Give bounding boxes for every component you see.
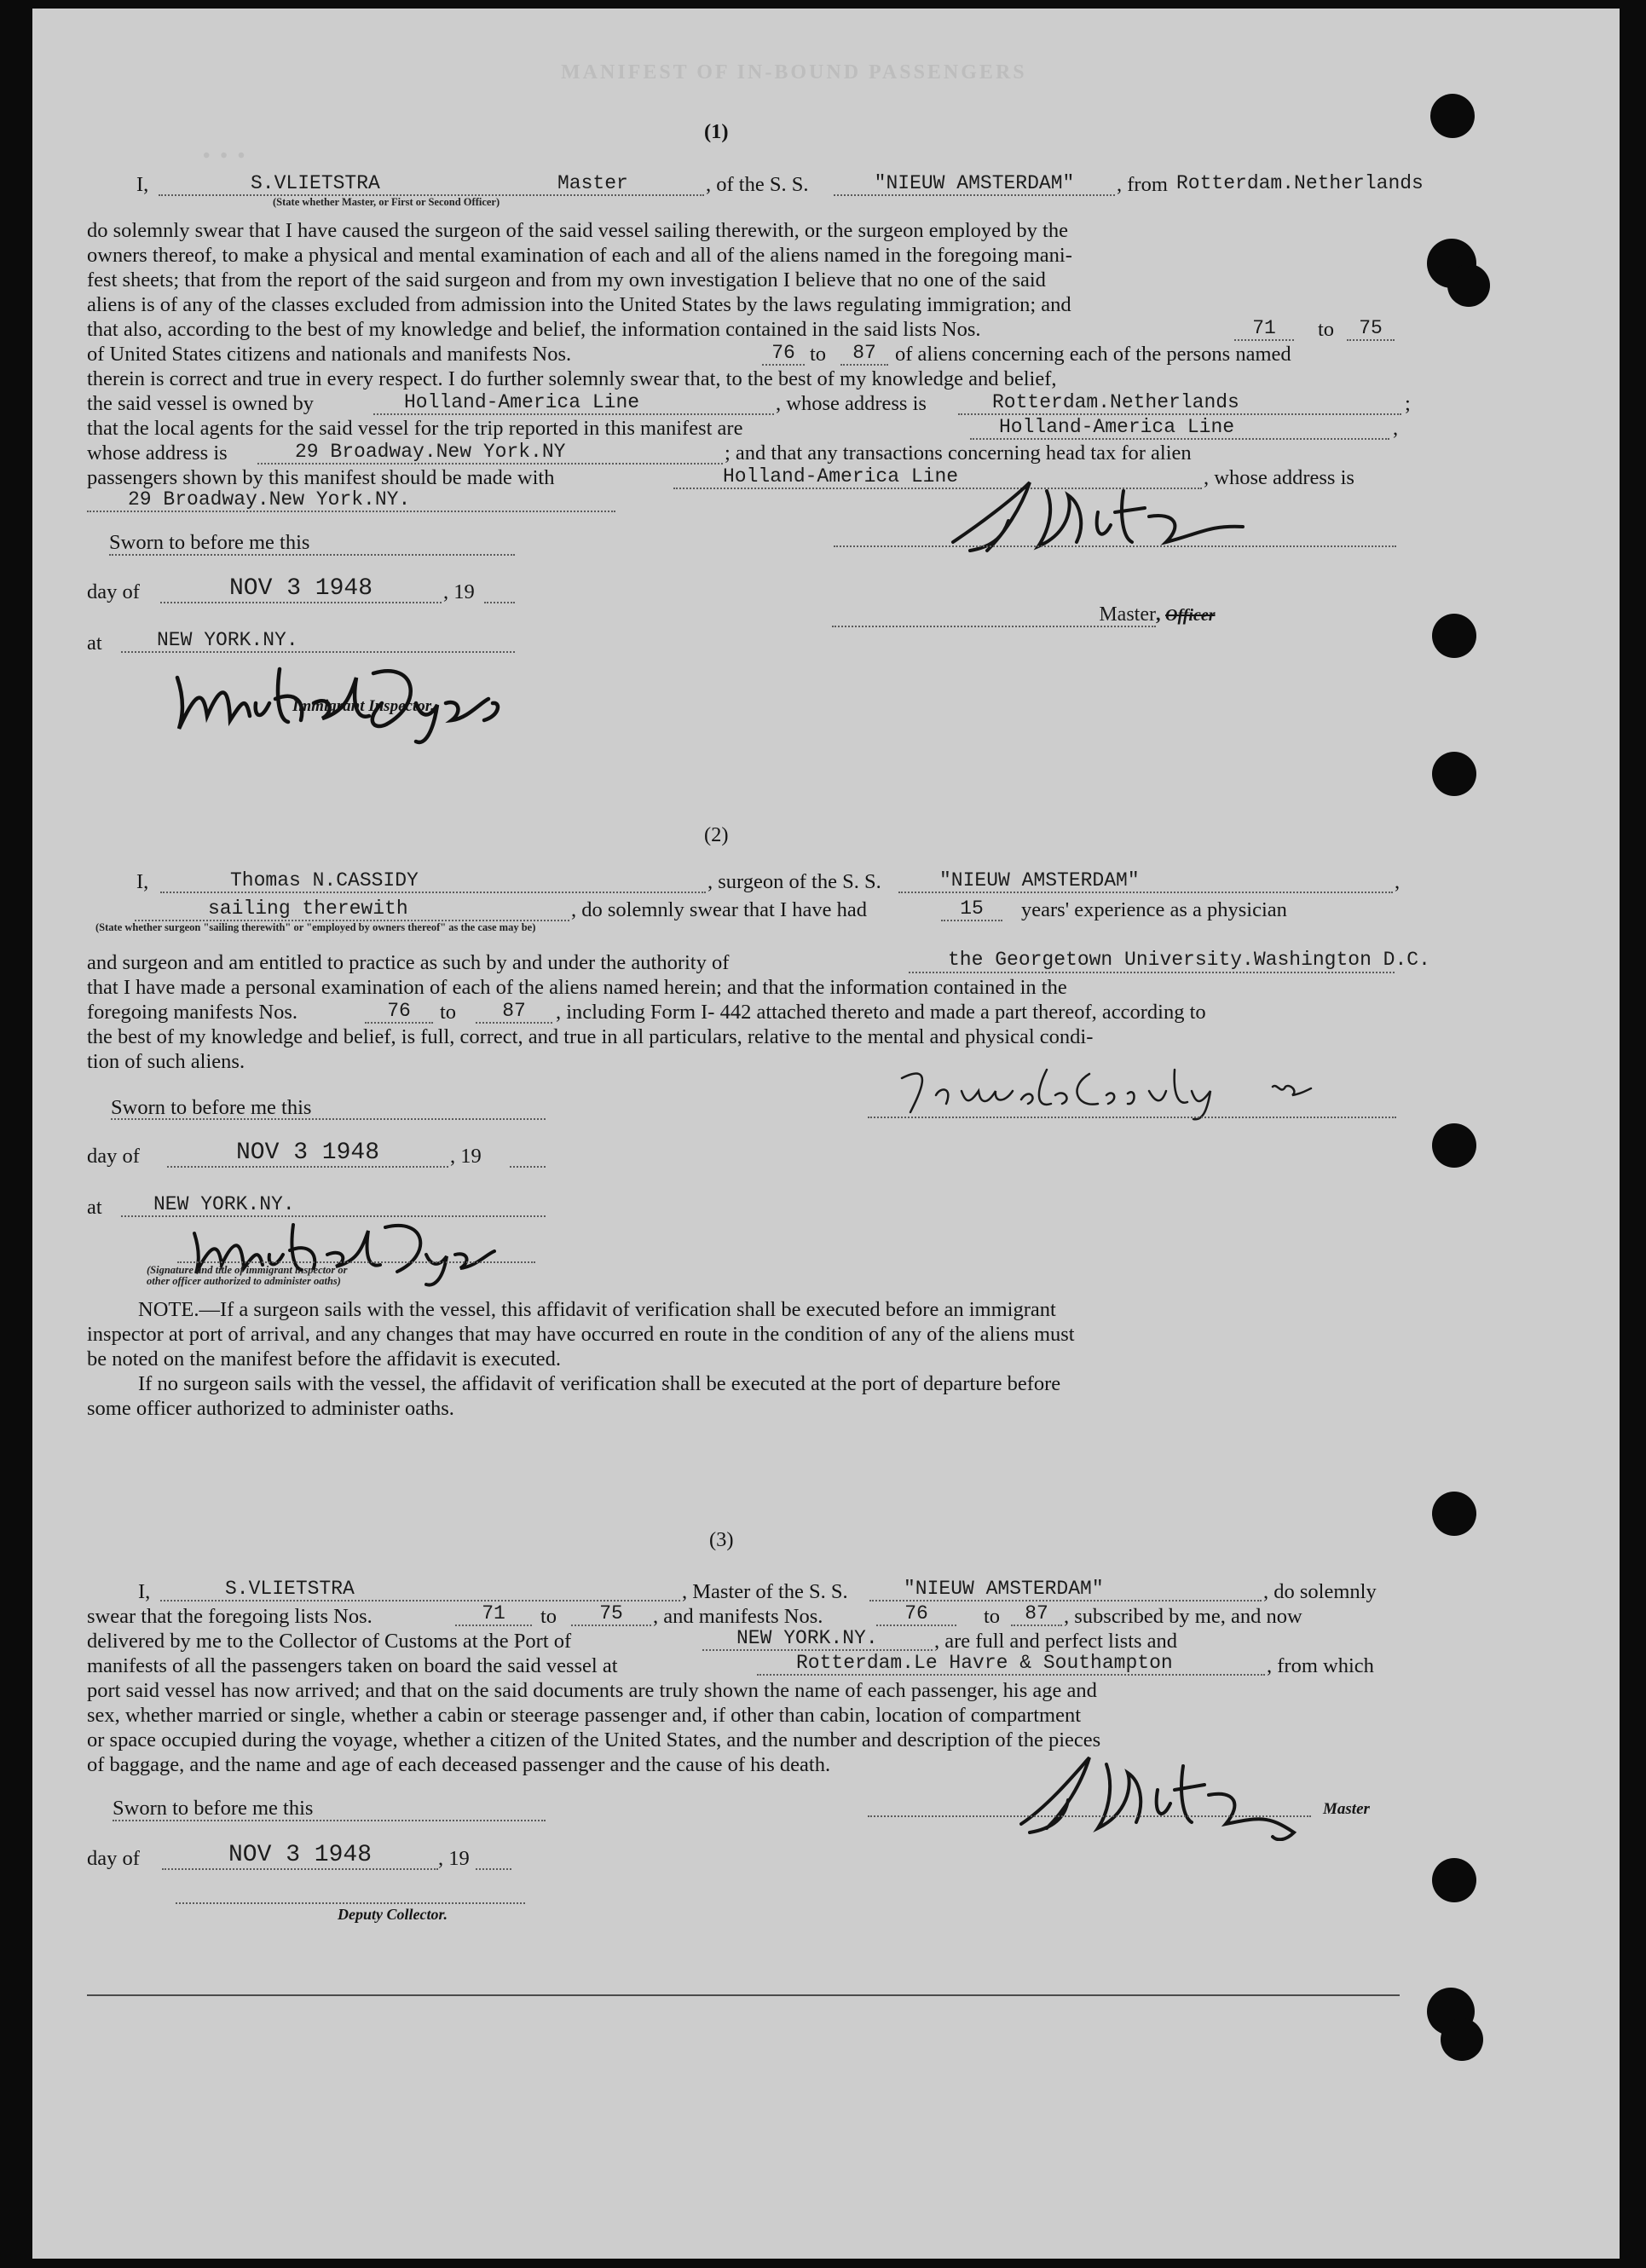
- body-line: , do solemnly: [1263, 1580, 1377, 1603]
- body-line: ; and that any transactions concerning head tax for alien: [725, 441, 1192, 465]
- body-line: or space occupied during the voyage, whether a citizen of the United States, and the number and description of the pieces: [87, 1728, 1101, 1751]
- place-field-2: NEW YORK.NY.: [121, 1193, 546, 1217]
- headtax-with-field: Holland-America Line: [673, 465, 1202, 489]
- text-of-ss: , of the S. S.: [706, 173, 809, 196]
- punch-hole: [1430, 94, 1475, 138]
- manifests-to-field: 87: [840, 342, 888, 366]
- headtax-address-field: 29 Broadway.New York.NY.: [87, 488, 615, 512]
- body-line: delivered by me to the Collector of Customs at the Port of: [87, 1630, 572, 1653]
- sworn-text-3: Sworn to before me this: [113, 1797, 314, 1820]
- sworn-text-2: Sworn to before me this: [111, 1096, 312, 1119]
- text-i: I,: [138, 1580, 151, 1603]
- manifests-from-field-2: 76: [365, 1000, 433, 1024]
- year-label-1: , 19: [443, 580, 475, 603]
- body-line: aliens is of any of the classes excluded from admission into the United States by the laws regulating immigration; and: [87, 293, 1071, 316]
- master-signature-line-3: [868, 1815, 1311, 1817]
- at-label-1: at: [87, 632, 102, 655]
- body-line: , from which: [1267, 1654, 1374, 1677]
- lists-to-field: 75: [1347, 317, 1395, 341]
- body-line: years' experience as a physician: [1021, 898, 1287, 921]
- body-line: tion of such aliens.: [87, 1050, 245, 1073]
- body-line: do solemnly swear that I have caused the surgeon of the said vessel sailing therewith, or the surgeon employed by the: [87, 219, 1068, 242]
- surgeon-status-caption: (State whether surgeon "sailing therewith" or "employed by owners thereof" as the case may be): [95, 921, 536, 933]
- punch-hole: [1432, 752, 1476, 796]
- punch-hole: [1447, 264, 1490, 307]
- ship-name-field-2: "NIEUW AMSTERDAM": [898, 869, 1393, 893]
- manifest-page: [32, 9, 1620, 2259]
- day-of-label-2: day of: [87, 1145, 140, 1168]
- note-line: inspector at port of arrival, and any changes that may have occurred en route in the condition of any of the aliens must: [87, 1323, 1075, 1346]
- master-signature-line-1: [834, 545, 1396, 547]
- note-line: NOTE.—If a surgeon sails with the vessel, this affidavit of verification shall be executed before an immigrant: [138, 1298, 1056, 1321]
- manifests-from-field: 76: [762, 342, 805, 366]
- text-to: to: [810, 343, 827, 366]
- date-stamp-2: NOV 3 1948: [167, 1140, 448, 1168]
- lists-from-field-3: 71: [455, 1602, 532, 1626]
- body-line: that I have made a personal examination of each of the aliens named herein; and that the information contained in the: [87, 976, 1067, 999]
- ship-name-field-3: "NIEUW AMSTERDAM": [869, 1578, 1262, 1601]
- punct: ;: [1405, 392, 1411, 415]
- punct: ,: [1395, 870, 1401, 893]
- departure-port-field: Rotterdam.Netherlands: [1176, 172, 1424, 194]
- punct: ,: [1393, 417, 1399, 440]
- body-line: of baggage, and the name and age of each deceased passenger and the cause of his death.: [87, 1753, 831, 1776]
- punch-hole: [1432, 614, 1476, 658]
- master-name-field-3: S.VLIETSTRA: [160, 1578, 680, 1601]
- date-stamp-1: NOV 3 1948: [160, 576, 442, 603]
- body-line: the said vessel is owned by: [87, 392, 315, 415]
- note-line: some officer authorized to administer oaths.: [87, 1397, 454, 1420]
- text-to: to: [1318, 318, 1335, 341]
- at-label-2: at: [87, 1196, 102, 1219]
- surgeon-signature-line: [868, 1117, 1396, 1118]
- text-from: , from: [1117, 173, 1168, 196]
- inspector-caption-2: (Signature and title of immigrant inspector or other officer authorized to administer oaths): [147, 1264, 348, 1287]
- body-line: whose address is: [87, 441, 228, 465]
- owner-address-field: Rotterdam.Netherlands: [958, 391, 1401, 415]
- surgeon-signature: [885, 1053, 1345, 1121]
- year-line-3: [476, 1868, 511, 1870]
- authority-line: [909, 972, 1395, 973]
- body-line: fest sheets; that from the report of the said surgeon and from my own investigation I believe that no one of the said: [87, 268, 1046, 291]
- place-field-1: NEW YORK.NY.: [121, 629, 515, 653]
- body-line: passengers shown by this manifest should be made with: [87, 466, 555, 489]
- body-line: , are full and perfect lists and: [934, 1630, 1178, 1653]
- agents-address-field: 29 Broadway.New York.NY: [257, 441, 723, 465]
- section-number-2: (2): [704, 823, 729, 846]
- body-line: port said vessel has now arrived; and that on the said documents are truly shown the name of each passenger, his age and: [87, 1679, 1097, 1702]
- master-caption-1: Master: [832, 603, 1156, 627]
- year-label-2: , 19: [450, 1145, 482, 1168]
- bleed-through-text: • • •: [203, 145, 248, 167]
- sworn-line-2: [111, 1118, 546, 1120]
- body-line: , subscribed by me, and now: [1064, 1605, 1302, 1628]
- bleed-through-text: MANIFEST OF IN-BOUND PASSENGERS: [561, 61, 1027, 84]
- punch-hole: [1432, 1858, 1476, 1902]
- surgeon-name-field: Thomas N.CASSIDY: [160, 869, 706, 893]
- surgeon-status-field: sailing therewith: [135, 897, 569, 921]
- years-experience-field: 15: [941, 897, 1002, 921]
- body-line: , whose address is: [776, 392, 927, 415]
- body-line: , Master of the S. S.: [682, 1580, 848, 1603]
- body-line: of United States citizens and nationals and manifests Nos.: [87, 343, 572, 366]
- body-line: , and manifests Nos.: [653, 1605, 823, 1628]
- lists-from-field: 71: [1234, 317, 1294, 341]
- punch-hole: [1432, 1123, 1476, 1168]
- body-line: of aliens concerning each of the persons named: [895, 343, 1291, 366]
- note-line: If no surgeon sails with the vessel, the affidavit of verification shall be executed at the port of departure before: [138, 1372, 1061, 1395]
- text-i: I,: [136, 870, 149, 893]
- section-number-3: (3): [709, 1528, 734, 1551]
- body-line: , do solemnly swear that I have had: [571, 898, 867, 921]
- section-number-1: (1): [704, 120, 729, 143]
- sworn-text-1: Sworn to before me this: [109, 531, 310, 554]
- body-line: the best of my knowledge and belief, is full, correct, and true in all particulars, relative to the mental and physical condi-: [87, 1025, 1094, 1048]
- date-stamp-3: NOV 3 1948: [162, 1843, 438, 1870]
- note-line: be noted on the manifest before the affidavit is executed.: [87, 1348, 562, 1371]
- body-line: , surgeon of the S. S.: [707, 870, 881, 893]
- year-label-3: , 19: [438, 1847, 470, 1870]
- sworn-line-1: [109, 554, 515, 556]
- inspector-caption-1: Immigrant Inspector.: [292, 697, 435, 715]
- owner-field: Holland-America Line: [373, 391, 774, 415]
- master-signature-3: [970, 1747, 1328, 1841]
- embarkation-ports-field: Rotterdam.Le Havre & Southampton: [757, 1652, 1265, 1676]
- day-of-label-1: day of: [87, 580, 140, 603]
- master-name-field: S.VLIETSTRA Master: [159, 172, 704, 196]
- arrival-port-field: NEW YORK.NY.: [702, 1627, 933, 1651]
- body-line: and surgeon and am entitled to practice as such by and under the authority of: [87, 951, 730, 974]
- deputy-caption: Deputy Collector.: [338, 1906, 448, 1923]
- rank-caption: (State whether Master, or First or Second Officer): [273, 196, 500, 208]
- day-of-label-3: day of: [87, 1847, 140, 1870]
- body-line: therein is correct and true in every respect. I do further solemnly swear that, to the best of my knowledge and belief,: [87, 367, 1057, 390]
- year-line-2: [510, 1166, 546, 1168]
- text-to: to: [984, 1605, 1001, 1628]
- authority-field: the Georgetown University.Washington D.C.: [948, 949, 1430, 971]
- punch-hole: [1432, 1492, 1476, 1536]
- body-line: that the local agents for the said vessel for the trip reported in this manifest are: [87, 417, 743, 440]
- year-line-1: [484, 602, 515, 603]
- body-line: manifests of all the passengers taken on board the said vessel at: [87, 1654, 618, 1677]
- manifests-from-field-3: 76: [876, 1602, 956, 1626]
- body-line: that also, according to the best of my knowledge and belief, the information contained in the said lists Nos.: [87, 318, 981, 341]
- text-to: to: [440, 1001, 457, 1024]
- ship-name-field: "NIEUW AMSTERDAM": [834, 172, 1115, 196]
- body-line: swear that the foregoing lists Nos.: [87, 1605, 373, 1628]
- local-agents-field: Holland-America Line: [970, 416, 1389, 440]
- lists-to-field-3: 75: [571, 1602, 651, 1626]
- inspector-signature-line-2: [177, 1261, 535, 1263]
- master-caption-block: Master, Officer: [832, 602, 1216, 628]
- sworn-line-3: [113, 1820, 546, 1821]
- manifests-to-field-3: 87: [1011, 1602, 1062, 1626]
- text-to: to: [540, 1605, 557, 1628]
- body-line: , including Form I- 442 attached thereto and made a part thereof, according to: [556, 1001, 1206, 1024]
- master-caption-3: Master: [1323, 1800, 1370, 1818]
- punch-hole: [1441, 2018, 1483, 2061]
- body-line: owners thereof, to make a physical and mental examination of each and all of the aliens named in the foregoing mani-: [87, 244, 1072, 267]
- body-line: , whose address is: [1204, 466, 1354, 489]
- footer-rule: [87, 1994, 1400, 1996]
- manifests-to-field-2: 87: [476, 1000, 552, 1024]
- body-line: sex, whether married or single, whether a cabin or steerage passenger and, if other than cabin, location of compartment: [87, 1704, 1082, 1727]
- officer-struck-caption: Officer: [1165, 606, 1216, 625]
- deputy-signature-line: [176, 1902, 525, 1904]
- text-i: I,: [136, 173, 149, 196]
- body-line: foregoing manifests Nos.: [87, 1001, 297, 1024]
